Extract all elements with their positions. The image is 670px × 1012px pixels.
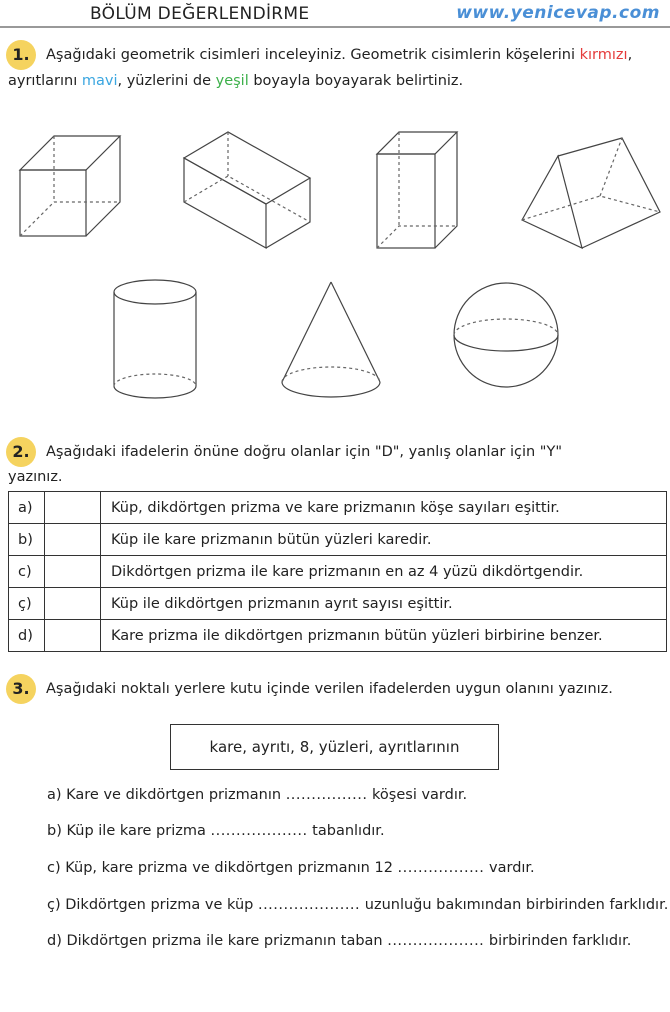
question-2-text-a: Aşağıdaki ifadelerin önüne doğru olanlar için "D", yanlış olanlar için "Y" [46,444,562,460]
fill-before: b) Küp ile kare prizma [47,823,206,839]
fill-item-c [47,860,535,876]
question-1-line-1 [46,42,670,68]
row-label: ç) [9,588,45,620]
answer-cell[interactable] [45,492,101,524]
fill-blank[interactable]: .................... [257,897,361,913]
triangular-prism-icon[interactable] [520,136,662,251]
question-1-number: 1. [6,40,36,70]
cube-icon[interactable] [18,134,128,244]
word-box: kare, ayrıtı, 8, yüzleri, ayrıtlarının [170,724,499,770]
fill-blank[interactable]: ................... [210,823,308,839]
question-1-text-b: ayrıtlarını [8,73,78,89]
fill-blank[interactable]: ................... [387,933,485,949]
row-label: c) [9,556,45,588]
page-title: BÖLÜM DEĞERLENDİRME [90,4,310,24]
row-label: b) [9,524,45,556]
fill-after: birbirinden farklıdır. [488,933,632,949]
site-url[interactable]: www.yenicevap.com [456,3,660,23]
fill-before: c) Küp, kare prizma ve dikdörtgen prizmanın 12 [47,860,393,876]
table-row [9,524,667,556]
fill-after: köşesi vardır. [372,787,468,803]
fill-after: vardır. [489,860,535,876]
question-3-text: Aşağıdaki noktalı yerlere kutu içinde verilen ifadelerden uygun olanını yazınız. [46,681,613,697]
question-2-text-b: yazınız. [8,469,63,485]
table-row [9,620,667,652]
sphere-icon[interactable] [452,280,560,390]
geometric-shapes [0,120,670,420]
question-3-number: 3. [6,674,36,704]
color-blue-word: mavi [81,73,118,89]
fill-after: tabanlıdır. [312,823,385,839]
fill-item-a [47,787,467,803]
answer-cell[interactable] [45,588,101,620]
color-green-word: yeşil [215,73,249,89]
fill-item-d [47,933,631,949]
fill-item-b [47,823,385,839]
fill-after: uzunluğu bakımından birbirinden farklıdır. [364,897,669,913]
fill-blank[interactable]: ................ [285,787,368,803]
question-1-comma: , [627,47,633,63]
table-row [9,556,667,588]
fill-before: ç) Dikdörtgen prizma ve küp [47,897,254,913]
square-prism-icon[interactable] [375,130,465,250]
header-divider [0,26,670,28]
row-statement: Küp, dikdörtgen prizma ve kare prizmanın köşe sayıları eşittir. [101,492,667,524]
cone-icon[interactable] [280,280,382,402]
question-1-text-d: boyayla boyayarak belirtiniz. [253,73,464,89]
true-false-table [8,491,667,652]
color-red-word: kırmızı [579,47,628,63]
answer-cell[interactable] [45,524,101,556]
row-statement: Kare prizma ile dikdörtgen prizmanın bütün yüzleri birbirine benzer. [101,620,667,652]
fill-blank[interactable]: ................. [397,860,485,876]
row-label: d) [9,620,45,652]
answer-cell[interactable] [45,620,101,652]
fill-before: a) Kare ve dikdörtgen prizmanın [47,787,282,803]
row-statement: Küp ile dikdörtgen prizmanın ayrıt sayısı eşittir. [101,588,667,620]
row-statement: Küp ile kare prizmanın bütün yüzleri karedir. [101,524,667,556]
answer-cell[interactable] [45,556,101,588]
cylinder-icon[interactable] [112,278,198,402]
row-statement: Dikdörtgen prizma ile kare prizmanın en az 4 yüzü dikdörtgendir. [101,556,667,588]
fill-item-c-cedilla [47,897,668,913]
table-row [9,588,667,620]
question-1-line-2 [8,68,463,94]
page-header [0,0,670,28]
question-1-text-a: Aşağıdaki geometrik cisimleri inceleyiniz. Geometrik cisimlerin köşelerini [46,47,576,63]
question-1-text-c: , yüzlerini de [117,73,211,89]
fill-before: d) Dikdörtgen prizma ile kare prizmanın taban [47,933,383,949]
rectangular-prism-icon[interactable] [182,130,312,250]
table-row [9,492,667,524]
row-label: a) [9,492,45,524]
question-2-number: 2. [6,437,36,467]
